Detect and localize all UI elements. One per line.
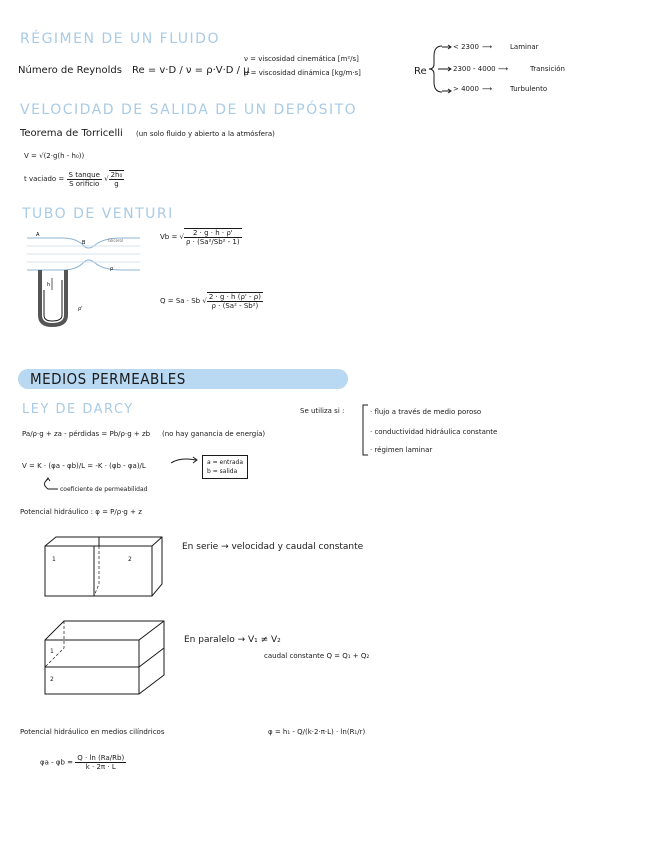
re-regime-1: Laminar: [510, 43, 539, 51]
bernoulli-note: (no hay ganancia de energía): [162, 430, 266, 438]
section-title-regimen: RÉGIMEN DE UN FLUIDO: [20, 31, 220, 47]
curved-arrow-icon: [40, 478, 60, 492]
box-label: 2: [128, 556, 132, 563]
paralelo-label: En paralelo → V₁ ≠ V₂: [184, 635, 281, 645]
svg-text:h: h: [47, 282, 51, 288]
se-utiliza-label: Se utiliza si :: [300, 407, 345, 415]
reynolds-label: Número de Reynolds: [18, 65, 122, 76]
arrow-icon: ⟶: [498, 65, 509, 73]
condition-2: · conductividad hidráulica constante: [370, 428, 498, 436]
svg-text:B: B: [82, 240, 86, 246]
ab-legend-line: b = salida: [207, 468, 238, 475]
svg-text:ρ': ρ': [78, 306, 83, 312]
q-venturi-formula: Q = Sa · Sb √ $\frac{2 \cdot g \cdot h (\rho' - \rho)}{\text{ρ · (Sa² - Sb²)}}$: [160, 293, 261, 310]
svg-text:A: A: [36, 232, 40, 238]
ab-legend-box: [202, 455, 248, 479]
t-vaciado-formula: t vaciado = $\frac{\text{S tanque}}{\text{S orificio}}$ √ $\frac{\text{2h₀}}{g}$: [24, 170, 123, 188]
re-regime-2: Transición: [530, 65, 565, 73]
torricelli-note: (un solo fluido y abierto a la atmósfera): [136, 130, 275, 138]
vb-formula: Vb = √ $\frac{2 \cdot g \cdot h \cdot \rho'}{\text{ρ · (Sa²/Sb² - 1)}}$: [160, 229, 240, 246]
section-title-medios: MEDIOS PERMEABLES: [30, 370, 186, 388]
paralelo-box-diagram: [44, 620, 166, 696]
re-range-3: > 4000: [453, 85, 479, 93]
arrow-icon: ⟶: [482, 85, 493, 93]
condition-3: · régimen laminar: [370, 446, 433, 454]
coef-note: coeficiente de permeabilidad: [60, 486, 148, 493]
cyl-label: Potencial hidráulico en medios cilíndricos: [20, 728, 165, 736]
re-range-1: < 2300: [453, 43, 479, 51]
serie-box-diagram: [44, 536, 164, 598]
serie-label: En serie → velocidad y caudal constante: [182, 542, 364, 552]
box-label: 1: [50, 648, 54, 655]
mu-definition: μ = viscosidad dinámica [kg/m·s]: [244, 69, 361, 77]
potencial-formula: Potencial hidráulico : φ = P/ρ·g + z: [20, 508, 142, 516]
svg-text:ρ: ρ: [110, 266, 114, 272]
cyl-formula-2: φa - φb = $\frac{Q \cdot \ln (Ra/Rb)}{k \cdot 2\pi \cdot L}$: [40, 754, 125, 771]
reynolds-formula: Re = v·D / ν = ρ·V·D / μ: [132, 65, 250, 76]
arrow-icon: [170, 455, 200, 467]
box-label: 2: [50, 676, 54, 683]
venturi-tube-diagram: [22, 230, 142, 330]
re-regime-3: Turbulento: [510, 85, 548, 93]
bernoulli-formula: Pa/ρ·g + za - pérdidas = Pb/ρ·g + zb: [22, 430, 151, 438]
re-range-2: 2300 - 4000: [453, 65, 496, 73]
section-title-velocidad: VELOCIDAD DE SALIDA DE UN DEPÓSITO: [20, 102, 358, 118]
section-title-venturi: TUBO DE VENTURI: [22, 206, 174, 222]
cyl-formula: φ = h₁ - Q/(k·2·π·L) · ln(R₁/r): [268, 728, 366, 736]
box-label: 1: [52, 556, 56, 563]
nu-definition: ν = viscosidad cinemática [m²/s]: [244, 55, 359, 63]
svg-text:Glicerol: Glicerol: [108, 238, 124, 243]
arrow-icon: ⟶: [482, 43, 493, 51]
darcy-v-formula: V = K · (φa - φb)/L = -K · (φb - φa)/L: [22, 462, 146, 470]
torricelli-v-formula: V = √(2·g(h - h₀)): [24, 152, 85, 160]
condition-1: · flujo a través de medio poroso: [370, 408, 482, 416]
bracket-icon: [360, 404, 370, 456]
ab-legend-line: a = entrada: [207, 459, 243, 466]
re-symbol: Re: [414, 66, 427, 77]
paralelo-label-2: caudal constante Q = Q₁ + Q₂: [264, 652, 370, 660]
section-title-darcy: LEY DE DARCY: [22, 402, 134, 417]
torricelli-label: Teorema de Torricelli: [20, 128, 123, 139]
